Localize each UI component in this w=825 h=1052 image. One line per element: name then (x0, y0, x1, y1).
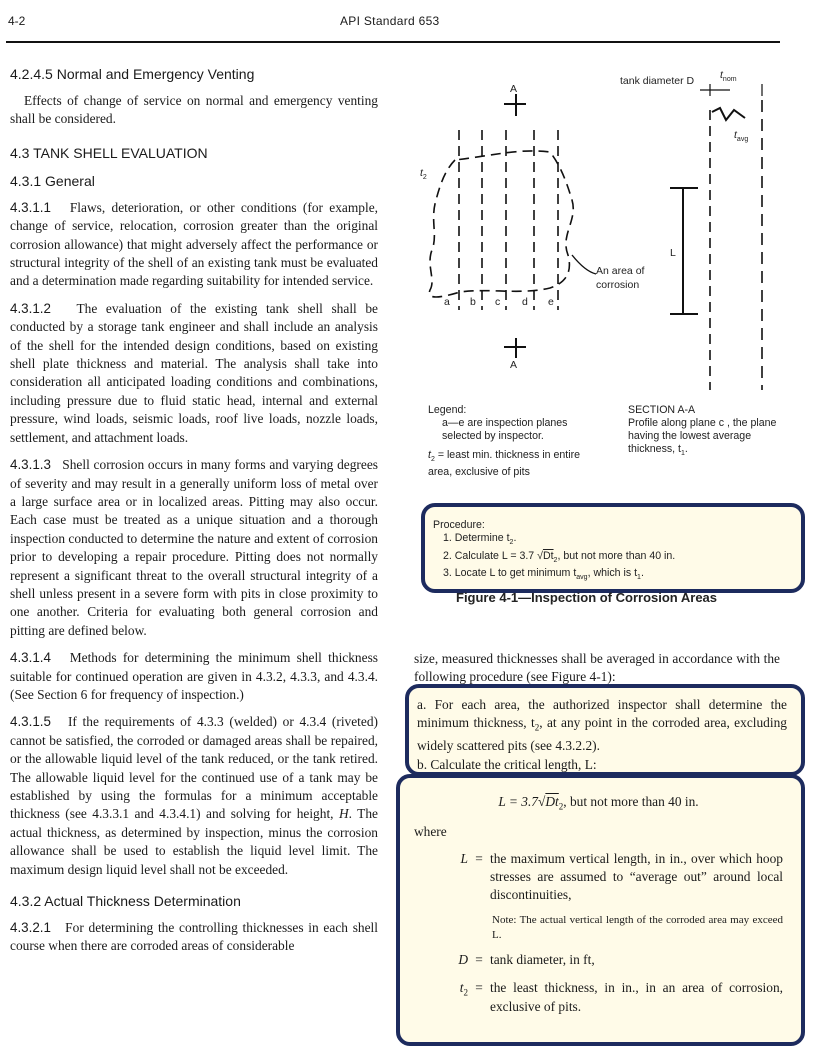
procedure-title: Procedure: (433, 519, 485, 531)
where-label: where (414, 823, 447, 839)
procedure-step-2: 2. Calculate L = 3.7 $√Dt_2$, but not more than 40 in. (443, 549, 676, 565)
note-text: Note: The actual vertical length of the corroded area may exceed L. (492, 913, 783, 941)
para-text: Shell corrosion occurs in many forms and varying degrees of severity and may result in a generally uniform loss of metal over a large surface area or in localized areas. Pitting may also occur. Each case must be treated as a unique situation and a thorough inspection conducted to determine the nature and extent of corrosion prior to developing a repair procedure. Pitting does not normally represent a significant threat to the overall structural integrity of a shell unless present in a severe form with pits in close proximity to one another. Criteria for evaluating both general corrosion and pitting are defined below. (10, 457, 378, 638)
profile-break (712, 108, 745, 120)
procedure-step-1: 1. Determine $t_2$. (443, 532, 517, 547)
running-title: API Standard 653 (340, 14, 440, 28)
para-text: For determining the controlling thicknesses in each shell course when there are corroded areas of considerable (10, 920, 378, 954)
left-column (10, 62, 378, 956)
para-4313 (10, 456, 378, 640)
para-4245: Effects of change of service on normal and emergency venting shall be considered. (10, 93, 378, 127)
para-4311 (10, 199, 378, 291)
para-number: 4.3.1.3 (10, 457, 51, 473)
para-number: 4.3.1.2 (10, 300, 51, 316)
procedure-step-3: 3. Locate L to get minimum $t_{avg}$, which is $t_1$. (443, 567, 644, 582)
para-4321 (10, 919, 378, 956)
para-text: . The actual thickness, as determined by inspection, minus the corrosion allowance shall be used to establish the liquid level limit. The maximum design liquid level shall not be exceeded. (10, 806, 378, 877)
tavg-label: $t_{avg}$ (734, 129, 749, 143)
area-leader (572, 255, 596, 274)
figure-caption: Figure 4-1—Inspection of Corrosion Areas (456, 590, 718, 605)
tnom-label: $t_{nom}$ (720, 69, 737, 83)
area-label-2: corrosion (596, 279, 640, 291)
plane-label-b: b (470, 296, 476, 308)
formula: $L = 3.7√Dt_2$, but not more than 40 in. (498, 794, 699, 812)
heading-4245: 4.2.4.5 Normal and Emergency Venting (10, 66, 255, 82)
legend-title: Legend: (428, 404, 467, 416)
formula-highlight (396, 774, 805, 1046)
para-number: 4.3.1.4 (10, 650, 51, 666)
plane-label-c: c (495, 296, 501, 308)
section-label-top: A (510, 83, 518, 95)
heading-431: 4.3.1 General (10, 172, 95, 189)
header-rule (6, 41, 780, 43)
para-4314 (10, 649, 378, 704)
section-note (628, 404, 788, 460)
section-title: SECTION A-A (628, 404, 696, 416)
para-4315 (10, 713, 378, 879)
corrosion-outline (429, 151, 573, 297)
formula-box (400, 778, 801, 1016)
para-size: size, measured thicknesses shall be averaged in accordance with the following procedure (see Figure 4-1): (414, 651, 780, 685)
para-text: Methods for determining the minimum shell thickness suitable for continued operation are given in 4.3.2, 4.3.3, and 4.3.4. (See Section 6 for frequency of inspection.) (10, 650, 378, 702)
plane-label-e: e (548, 296, 554, 308)
section-text: Profile along plane c , the plane having the lowest average thickness, $t_1$. (628, 417, 777, 458)
legend (428, 404, 598, 479)
procedure-highlight (421, 503, 805, 593)
area-label-1: An area of (596, 265, 645, 277)
legend-item-planes: a—e are inspection planes selected by inspector. (442, 417, 568, 442)
length-label: L (670, 247, 676, 259)
legend-item-t2: $t_2$ = least min. thickness in entire area, exclusive of pits (428, 449, 581, 479)
step-b: b. Calculate the critical length, L: (417, 756, 597, 772)
para-text: If the requirements of 4.3.3 (welded) or 4.3.4 (riveted) cannot be satisfied, the corroded or damaged areas shall be repaired, or the allowable liquid level of the tank reduced, or the tank retired. The allowable liquid level for the continued use of a tank may be established by using the formulas for a minimum acceptable thickness (see 4.3.3.1 and 4.3.4.1) and solving for height, (10, 714, 379, 822)
plane-label-d: d (522, 296, 528, 308)
section-label-bottom: A (510, 359, 518, 371)
heading-432: 4.3.2 Actual Thickness Determination (10, 893, 241, 910)
page-number: 4-2 (8, 14, 26, 28)
para-number: 4.3.1.1 (10, 199, 51, 215)
para-4312 (10, 300, 378, 447)
heading-43: 4.3 TANK SHELL EVALUATION (10, 144, 208, 161)
def-L: L = the maximum vertical length, in in., over which hoop stresses are assumed to “average out” around local discontinuities, (460, 850, 783, 903)
def-t2: $t_2$ = the least thickness, in in., in an area of corrosion, exclusive of pits. (459, 980, 783, 1014)
para-text: The evaluation of the existing tank shell shall be conducted by a storage tank engineer and shall include an analysis of the shell for the intended design conditions, based on existing shell plate thickness and material. The analysis shall take into consideration all anticipated loading conditions and combinations, including pressure due to fluid static head, internal and external pressure, wind loads, seismic loads, roof live loads, nozzle loads, settlement, and attachment loads. (10, 300, 378, 445)
procedure-box (425, 507, 801, 585)
steps-highlight (405, 684, 805, 776)
steps-box (409, 688, 801, 774)
para-text: Flaws, deterioration, or other conditions (for example, change of service, relocation, corrosion greater than the original corrosion allowance) that might adversely affect the performance or structural integrity of the shell of an existing tank must be evaluated and a determination made regarding suitability for intended service. (10, 199, 378, 289)
step-a: a. For each area, the authorized inspector shall determine the minimum thickness, $t_2$, at any point in the corroded area, excluding widely scattered pits (see 4.3.2.2). (417, 697, 787, 754)
corrosion-figure (400, 60, 800, 400)
def-D: D = tank diameter, in ft, (458, 951, 595, 967)
para-number: 4.3.1.5 (10, 714, 51, 730)
plane-label-a: a (444, 296, 450, 308)
t2-label: $t_2$ (420, 167, 427, 181)
symbol-h: H (338, 806, 349, 822)
tank-diameter-label: tank diameter D (620, 75, 695, 87)
para-number: 4.3.2.1 (10, 920, 51, 936)
